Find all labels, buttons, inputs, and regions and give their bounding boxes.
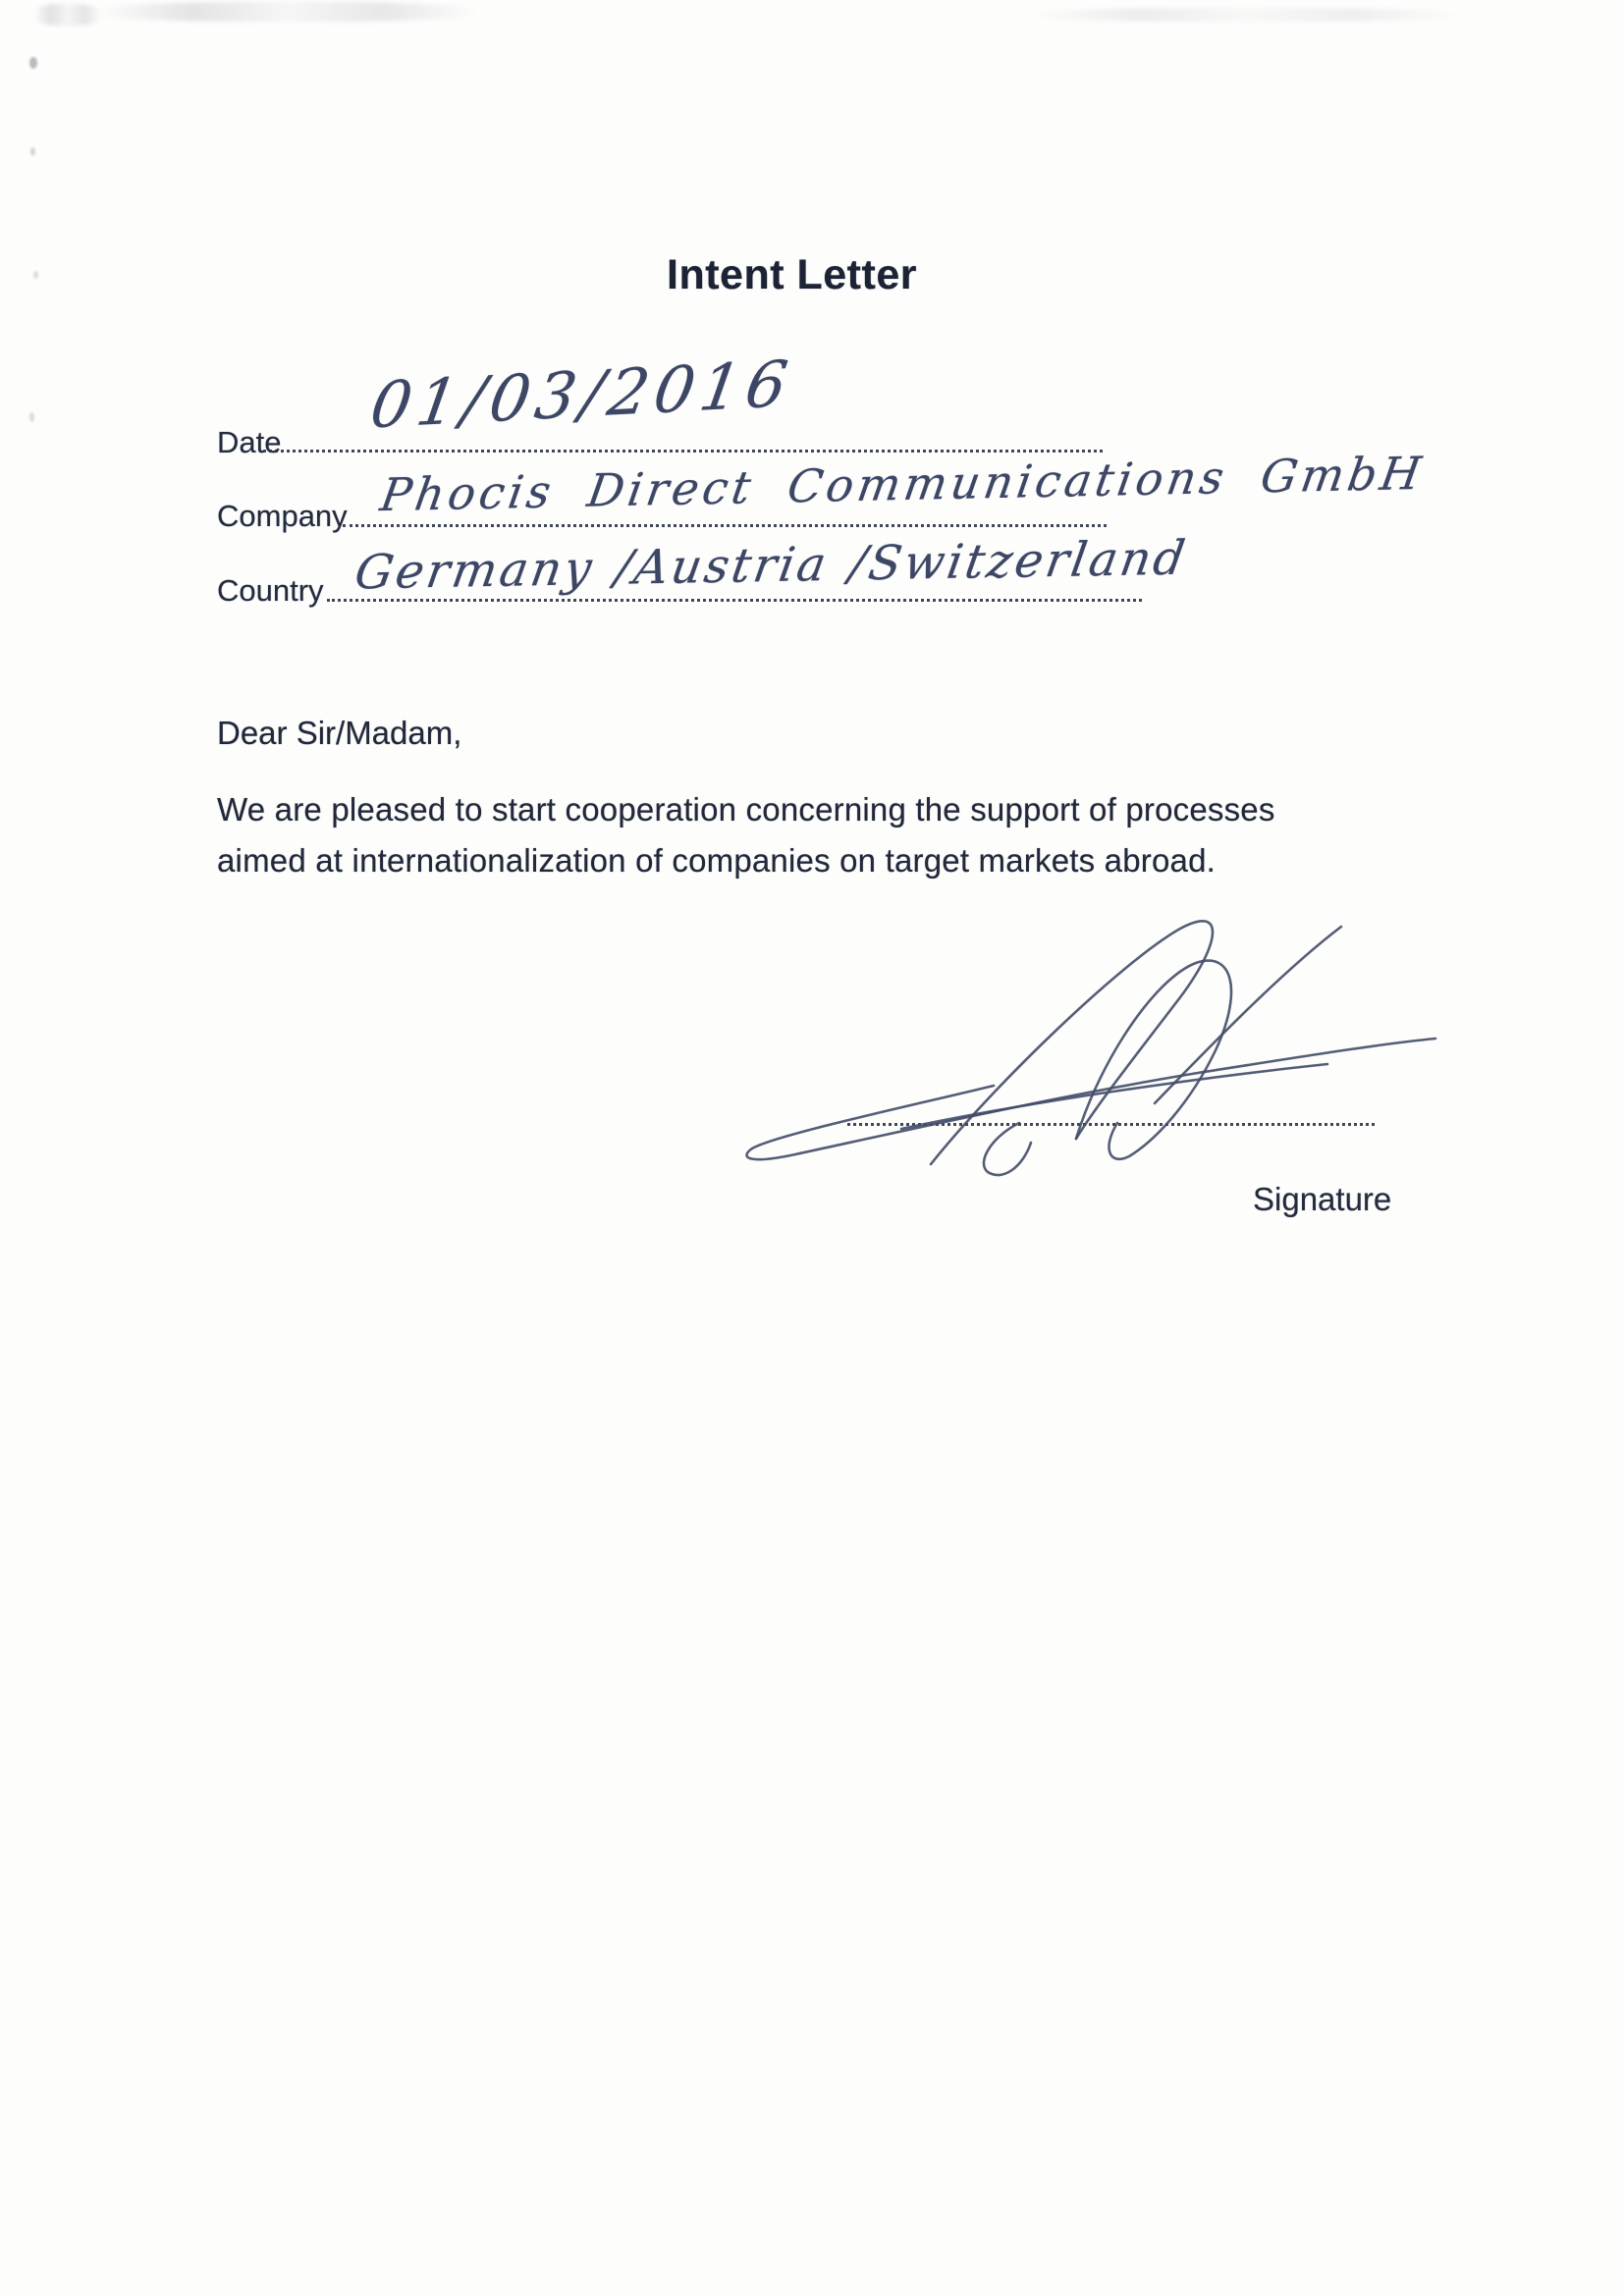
- date-dotted-line: [263, 450, 1103, 453]
- scan-fleck: [29, 57, 37, 69]
- letter-title: Intent Letter: [667, 251, 917, 298]
- scan-fleck: [29, 412, 34, 422]
- body-text-line: aimed at internationalization of companies on target markets abroad.: [217, 842, 1217, 879]
- country-label: Country: [217, 573, 324, 608]
- scan-smudge: [1031, 8, 1463, 22]
- country-dotted-line: [327, 599, 1142, 602]
- company-label: Company: [217, 499, 348, 533]
- company-dotted-line: [343, 524, 1107, 527]
- country-handwritten-value: Germany /Austria /Switzerland: [351, 530, 1192, 601]
- salutation: Dear Sir/Madam,: [217, 715, 462, 751]
- scan-smudge: [96, 2, 479, 22]
- date-handwritten-value: 01/03/2016: [365, 347, 798, 444]
- signature-scrawl: [736, 901, 1458, 1191]
- signature-label: Signature: [1253, 1181, 1392, 1217]
- scan-fleck: [30, 147, 35, 156]
- company-handwritten-value: Phocis Direct Communications GmbH: [376, 446, 1429, 522]
- body-text-line: We are pleased to start cooperation concerning the support of processes: [217, 791, 1275, 828]
- scan-smudge: [33, 4, 102, 26]
- date-label: Date: [217, 425, 282, 459]
